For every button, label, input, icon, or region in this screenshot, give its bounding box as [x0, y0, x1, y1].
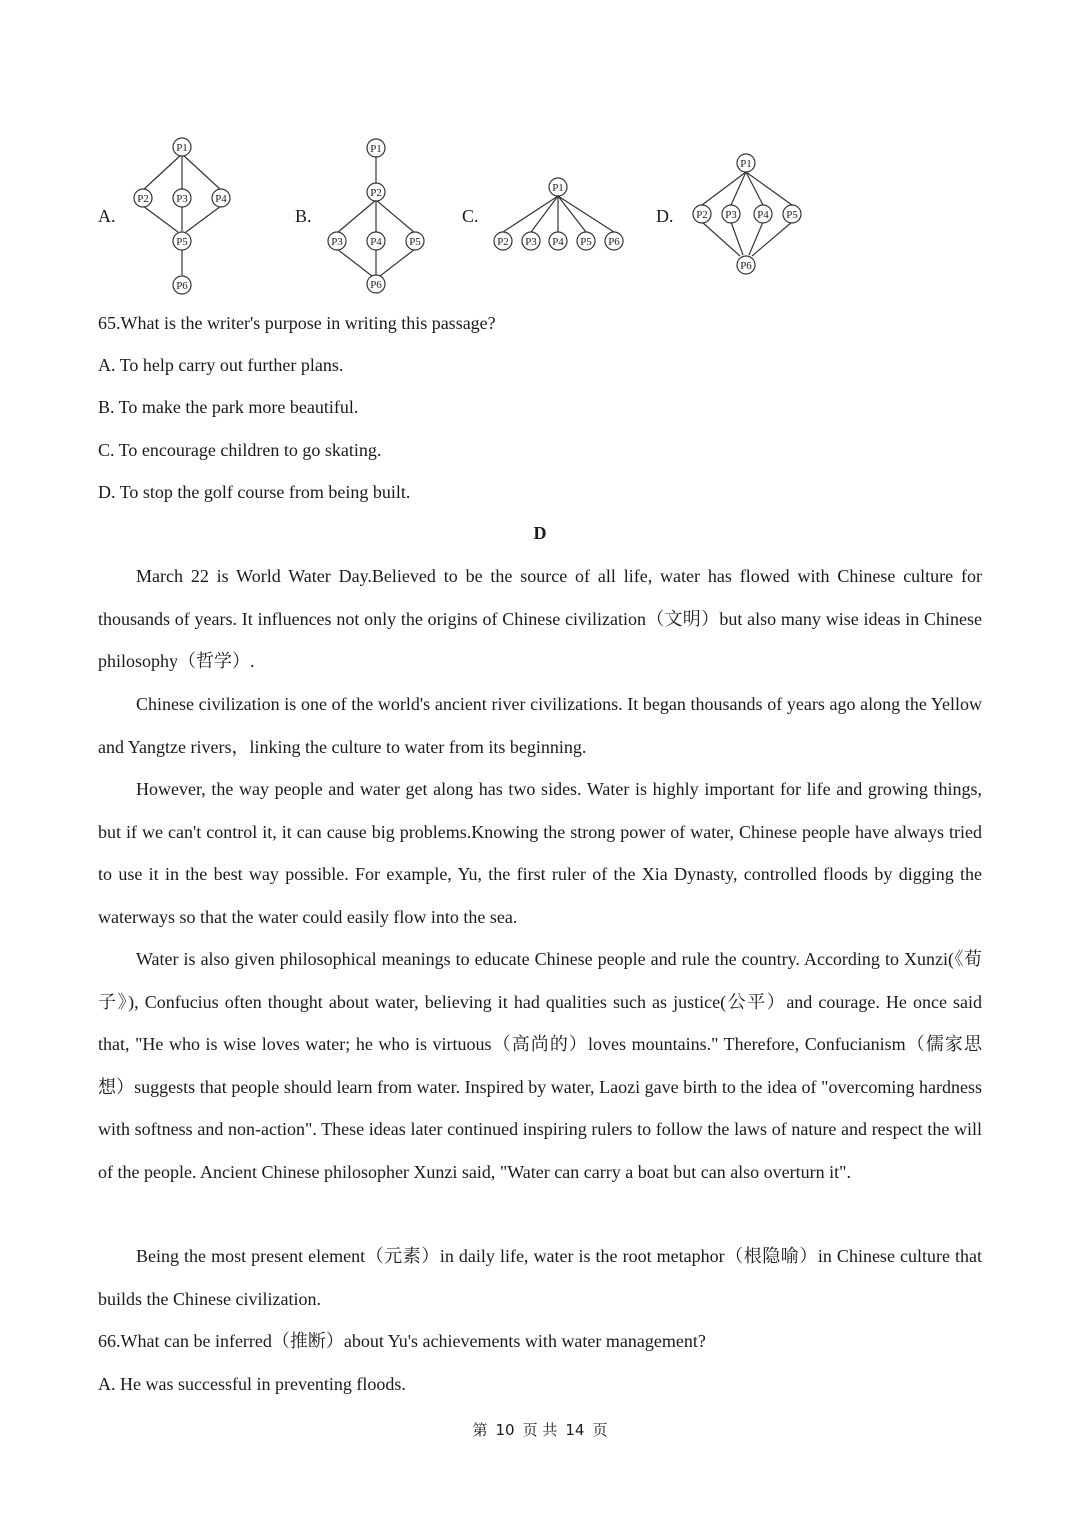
q65-option-d[interactable]: D. To stop the golf course from being built.	[98, 482, 411, 502]
section-heading: D	[533, 523, 547, 543]
diagram-b	[322, 135, 432, 300]
diagram-b-node-label: P1	[370, 143, 382, 155]
diagram-a-node-label: P4	[215, 193, 227, 205]
diagram-a-node-label: P6	[176, 280, 188, 292]
passage-paragraph-2: Chinese civilization is one of the world's ancient river civilizations. It began thousands of years ago along the Yellow and Yangtze rivers，linking the culture to water from its beginning.	[98, 694, 982, 757]
diagram-d	[688, 150, 813, 280]
diagram-b-node-label: P3	[331, 236, 343, 248]
footer-prefix: 第	[472, 1421, 488, 1439]
q65-option-c[interactable]: C. To encourage children to go skating.	[98, 440, 382, 460]
diagram-d-node-label: P5	[786, 209, 798, 221]
diagram-d-node-label: P4	[757, 209, 769, 221]
option-a-label: A.	[98, 206, 116, 226]
footer-total-pages: 14	[565, 1421, 585, 1439]
diagram-c-node-label: P6	[608, 236, 620, 248]
diagram-a-node-label: P5	[176, 236, 188, 248]
passage-paragraph-3: However, the way people and water get along has two sides. Water is highly important for life and growing things, but if we can't control it, it can cause big problems.Knowing the strong power of water, Chinese people have always tried to use it in the best way possible. For example, Yu, the first ruler of the Xia Dynasty, controlled floods by digging the waterways so that the water could easily flow into the sea.	[98, 779, 982, 927]
diagram-a-node-label: P3	[176, 193, 188, 205]
diagram-c-node-label: P5	[580, 236, 592, 248]
diagram-d-node-label: P2	[696, 209, 708, 221]
q65-option-b[interactable]: B. To make the park more beautiful.	[98, 397, 359, 417]
diagram-c-node-label: P2	[497, 236, 509, 248]
diagram-b-node-label: P2	[370, 187, 382, 199]
footer-middle: 页 共	[522, 1421, 558, 1439]
diagram-d-node-label: P6	[740, 260, 752, 272]
option-c-label: C.	[462, 206, 479, 226]
diagram-b-node-label: P6	[370, 279, 382, 291]
diagram-c-node-label: P4	[552, 236, 564, 248]
diagram-options	[90, 130, 990, 300]
option-b-label: B.	[295, 206, 312, 226]
diagram-a-node-label: P2	[137, 193, 149, 205]
q66-option-a[interactable]: A. He was successful in preventing floods.	[98, 1374, 406, 1394]
q66-question: 66.What can be inferred（推断）about Yu's achievements with water management?	[98, 1331, 706, 1351]
page-footer	[0, 1419, 1080, 1440]
diagram-c-node-label: P3	[525, 236, 537, 248]
q65-option-a[interactable]: A. To help carry out further plans.	[98, 355, 344, 375]
diagram-a	[128, 135, 238, 295]
diagram-c-node-label: P1	[552, 182, 564, 194]
diagram-d-node-label: P1	[740, 158, 752, 170]
diagram-c	[488, 170, 633, 260]
passage-paragraph-5: Being the most present element（元素）in daily life, water is the root metaphor（根隐喻）in Chinese culture that builds the Chinese civilization.	[98, 1246, 982, 1309]
diagram-b-node-label: P5	[409, 236, 421, 248]
passage-paragraph-1: March 22 is World Water Day.Believed to be the source of all life, water has flowed with Chinese culture for thousands of years. It influences not only the origins of Chinese civilization（文明）but also many wise ideas in Chinese philosophy（哲学）.	[98, 566, 982, 671]
option-d-label: D.	[656, 206, 674, 226]
q65-question: 65.What is the writer's purpose in writing this passage?	[98, 313, 496, 333]
diagram-a-node-label: P1	[176, 142, 188, 154]
diagram-d-node-label: P3	[725, 209, 737, 221]
footer-page-number: 10	[495, 1421, 515, 1439]
passage-paragraph-4: Water is also given philosophical meanings to educate Chinese people and rule the country. According to Xunzi(《荀子》), Confucius often thought about water, believing it had qualities such as justice(公平）and courage. He once said that, "He who is wise loves water; he who is virtuous（高尚的）loves mountains." Therefore, Confucianism（儒家思想）suggests that people should learn from water. Inspired by water, Laozi gave birth to the idea of "overcoming hardness with softness and non-action". These ideas later continued inspiring rulers to follow the laws of nature and respect the will of the people. Ancient Chinese philosopher Xunzi said, "Water can carry a boat but can also overturn it".	[98, 949, 982, 1182]
diagram-b-node-label: P4	[370, 236, 382, 248]
footer-suffix: 页	[592, 1421, 608, 1439]
